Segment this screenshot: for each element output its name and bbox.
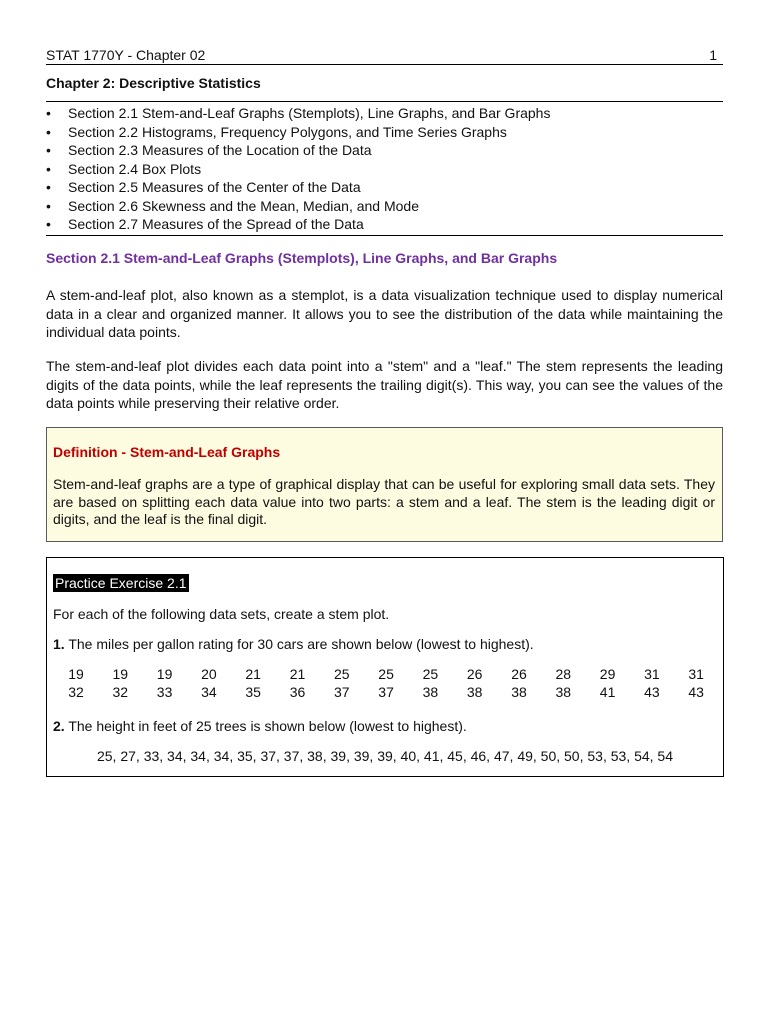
data-cell: 38 <box>466 684 483 700</box>
question-1-text: The miles per gallon rating for 30 cars are shown below (lowest to highest). <box>64 636 534 652</box>
mpg-data-table <box>53 666 713 702</box>
exercise-intro: For each of the following data sets, create a stem plot. <box>53 606 390 622</box>
question-2-text: The height in feet of 25 trees is shown below (lowest to highest). <box>64 718 467 734</box>
definition-box <box>46 427 723 542</box>
data-cell: 37 <box>378 684 394 700</box>
bullet-icon: • <box>46 142 51 158</box>
data-cell: 25 <box>378 666 394 682</box>
data-cell: 32 <box>68 684 84 700</box>
bullet-icon: • <box>46 197 51 214</box>
data-cell: 38 <box>555 684 572 700</box>
data-cell: 26 <box>511 666 527 682</box>
data-cell: 19 <box>112 666 129 682</box>
question-2 <box>53 718 467 734</box>
toc-item-label: Section 2.2 Histograms, Frequency Polygons, and Time Series Graphs <box>68 123 507 140</box>
data-cell: 29 <box>599 666 616 682</box>
definition-text: Stem-and-leaf graphs are a type of graphical display that can be useful for exploring small data sets. They are based on splitting each data value into two parts: a stem and a leaf. The stem is the leading digit or digits, and the leaf is the final digit. <box>53 476 715 527</box>
exercise-title: Practice Exercise 2.1 <box>55 575 187 591</box>
data-row <box>53 666 713 684</box>
data-cell: 43 <box>688 684 704 700</box>
chapter-title-text: Chapter 2: Descriptive Statistics <box>46 75 261 91</box>
toc-item <box>46 178 723 197</box>
toc-item <box>46 141 723 160</box>
data-cell: 35 <box>245 684 261 700</box>
bullet-icon: • <box>46 160 51 177</box>
data-cell: 28 <box>555 666 572 682</box>
table-of-contents <box>46 104 723 236</box>
data-cell: 34 <box>201 684 217 700</box>
data-cell: 31 <box>688 666 704 682</box>
data-row <box>53 684 713 702</box>
data-cell: 21 <box>289 666 306 682</box>
toc-item-label: Section 2.1 Stem-and-Leaf Graphs (Stemplots), Line Graphs, and Bar Graphs <box>68 105 551 121</box>
toc-item-label: Section 2.7 Measures of the Spread of the Data <box>68 216 364 232</box>
data-cell: 36 <box>289 684 306 700</box>
data-cell: 19 <box>156 666 173 682</box>
data-cell: 26 <box>466 666 483 682</box>
data-cell: 38 <box>422 684 439 700</box>
data-cell: 31 <box>644 666 660 682</box>
definition-title: Definition - Stem-and-Leaf Graphs <box>53 444 281 460</box>
data-cell: 25 <box>334 666 350 682</box>
toc-item-label: Section 2.5 Measures of the Center of the Data <box>68 179 361 195</box>
toc-item <box>46 197 723 216</box>
data-cell: 33 <box>156 684 173 700</box>
bullet-icon: • <box>46 216 51 232</box>
bullet-icon: • <box>46 179 51 195</box>
bullet-icon: • <box>46 105 51 121</box>
intro-paragraph: A stem-and-leaf plot, also known as a stemplot, is a data visualization technique used to display numerical data in a clear and organized manner. It allows you to see the distribution of the data while maintaining the individual data points. <box>46 287 723 340</box>
data-cell: 25 <box>422 666 439 682</box>
toc-item <box>46 104 723 123</box>
data-cell: 43 <box>644 684 660 700</box>
page-header <box>46 44 723 65</box>
chapter-title <box>46 73 723 102</box>
tree-height-data: 25, 27, 33, 34, 34, 34, 35, 37, 37, 38, 39, 39, 39, 40, 41, 45, 46, 47, 49, 50, 50, 53, 53, 54, 54 <box>96 748 673 764</box>
question-1 <box>53 636 534 652</box>
data-cell: 21 <box>245 666 261 682</box>
page-number: 1 <box>709 47 717 63</box>
question-2-number: 2. <box>53 718 65 734</box>
toc-item-label: Section 2.6 Skewness and the Mean, Median, and Mode <box>68 197 419 214</box>
toc-item <box>46 215 723 234</box>
practice-exercise-box <box>46 557 724 777</box>
toc-item <box>46 160 723 179</box>
toc-item-label: Section 2.4 Box Plots <box>68 160 202 177</box>
data-cell: 41 <box>599 684 616 700</box>
question-1-number: 1. <box>53 636 65 652</box>
data-cell: 20 <box>201 666 217 682</box>
toc-item-label: Section 2.3 Measures of the Location of the Data <box>68 142 372 158</box>
toc-item <box>46 123 723 142</box>
bullet-icon: • <box>46 123 51 140</box>
course-label: STAT 1770Y - Chapter 02 <box>46 47 206 63</box>
explanation-paragraph: The stem-and-leaf plot divides each data point into a "stem" and a "leaf." The stem represents the leading digits of the data points, while the leaf represents the trailing digit(s). This way, you can see the values of the data points while preserving their relative order. <box>46 358 723 411</box>
data-cell: 32 <box>112 684 129 700</box>
data-cell: 38 <box>511 684 527 700</box>
data-cell: 19 <box>68 666 84 682</box>
section-heading: Section 2.1 Stem-and-Leaf Graphs (Stemplots), Line Graphs, and Bar Graphs <box>46 250 558 266</box>
data-cell: 37 <box>334 684 350 700</box>
